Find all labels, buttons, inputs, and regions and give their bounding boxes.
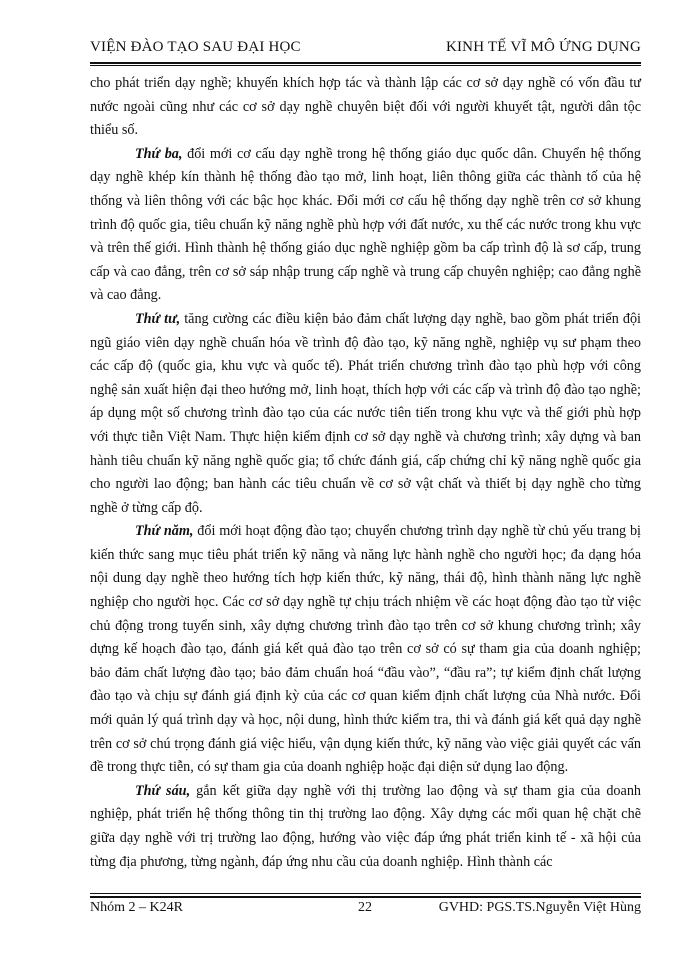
- body-text: [90, 72, 641, 874]
- paragraph-thu-ba: Thứ ba, đổi mới cơ cấu dạy nghề trong hệ thống giáo dục quốc dân. Chuyển hệ thống dạy nghề khép kín thành hệ thống đào tạo mở, linh hoạt, liên thông giữa các thành tố của hệ thống và liên thông với các bậc học khác. Đổi mới cơ cấu hệ thống dạy nghề trên cơ sở khung trình độ quốc gia, tiêu chuẩn kỹ năng nghề phù hợp với đất nước, xu thế các nước trong khu vực và trên thế giới. Hình thành hệ thống giáo dục nghề nghiệp gồm ba cấp trình độ là sơ cấp, trung cấp và cao đẳng, trên cơ sở sáp nhập trung cấp nghề và trung cấp chuyên nghiệp; cao đẳng nghề và cao đẳng.: [90, 145, 641, 304]
- page-header: [90, 39, 641, 56]
- header-institution: VIỆN ĐÀO TẠO SAU ĐẠI HỌC: [90, 39, 301, 55]
- paragraph-lead: Thứ sáu,: [135, 782, 191, 799]
- header-rule-thin: [90, 65, 641, 66]
- footer-supervisor: GVHD: PGS.TS.Nguyễn Việt Hùng: [438, 900, 641, 915]
- paragraph-lead: Thứ ba,: [135, 145, 183, 162]
- paragraph-lead: Thứ năm,: [135, 523, 194, 540]
- paragraph-thu-tu: Thứ tư, tăng cường các điều kiện bảo đảm chất lượng dạy nghề, bao gồm phát triển đội ngũ giáo viên dạy nghề chuẩn hóa về trình độ đào tạo, kỹ năng nghề, nghiệp vụ sư phạm theo các cấp độ (quốc gia, khu vực và quốc tế). Phát triển chương trình đào tạo phù hợp với công nghệ sản xuất hiện đại theo hướng mở, linh hoạt, thích hợp với các cấp và trình độ đào tạo nghề; áp dụng một số chương trình đào tạo của các nước tiên tiến trong khu vực và thế giới phù hợp với thực tiễn Việt Nam. Thực hiện kiểm định cơ sở dạy nghề và chương trình; xây dựng và ban hành tiêu chuẩn kỹ năng nghề quốc gia; tổ chức đánh giá, cấp chứng chỉ kỹ năng nghề quốc gia cho người lao động; ban hành các tiêu chuẩn về cơ sở vật chất và thiết bị dạy nghề cho từng nghề ở từng cấp độ.: [90, 310, 642, 516]
- paragraph-thu-nam: Thứ năm, đổi mới hoạt động đào tạo; chuyển chương trình dạy nghề từ chủ yếu trang bị kiến thức sang mục tiêu phát triển kỹ năng và năng lực hành nghề cho người học; đa dạng hóa nội dung dạy nghề theo hướng tích hợp kiến thức, kỹ năng, thái độ, hình thành năng lực nghề nghiệp cho người học. Các cơ sở dạy nghề tự chịu trách nhiệm về các hoạt động đào tạo từ việc chủ động trong tuyển sinh, xây dựng chương trình đào tạo trên cơ sở khung chương trình; xây dựng kế hoạch đào tạo, đánh giá kết quả đào tạo trên cơ sở có sự tham gia của doanh nghiệp; bảo đảm chất lượng đào tạo; bảo đảm chuẩn hoá “đầu vào”, “đầu ra”; tự kiểm định chất lượng đào tạo và chịu sự đánh giá định kỳ của các cơ quan kiểm định chất lượng của Nhà nước. Đổi mới quản lý quá trình dạy và học, nội dung, hình thức kiểm tra, thi và đánh giá kết quả dạy nghề trên cơ sở chú trọng đánh giá việc hiểu, vận dụng kiến thức, kỹ năng vào việc giải quyết các vấn đề trong thực tiễn, có sự tham gia của doanh nghiệp hoặc đại diện sử dụng lao động.: [90, 523, 641, 776]
- paragraph-continuation: cho phát triển dạy nghề; khuyến khích hợp tác và thành lập các cơ sở dạy nghề có vốn đầu tư nước ngoài cũng như các cơ sở dạy nghề chuyên biệt đối với người khuyết tật, người dân tộc thiểu số.: [90, 75, 641, 139]
- header-rule: [90, 62, 641, 64]
- footer-rule-thin: [90, 893, 641, 894]
- footer-group: Nhóm 2 – K24R: [90, 900, 183, 915]
- footer-rule: [90, 896, 641, 898]
- page-footer: [90, 900, 641, 920]
- header-course: KINH TẾ VĨ MÔ ỨNG DỤNG: [445, 39, 641, 55]
- paragraph-thu-sau: Thứ sáu, gắn kết giữa dạy nghề với thị trường lao động và sự tham gia của doanh nghiệp, phát triển hệ thống thông tin thị trường lao động. Xây dựng các mối quan hệ chặt chẽ giữa dạy nghề với trị trường lao động, hướng vào việc đáp ứng phát triển kinh tế - xã hội của từng địa phương, từng ngành, đáp ứng nhu cầu của doanh nghiệp. Hình thành các: [90, 782, 642, 870]
- paragraph-lead: Thứ tư,: [135, 310, 181, 327]
- page-number: 22: [358, 900, 372, 915]
